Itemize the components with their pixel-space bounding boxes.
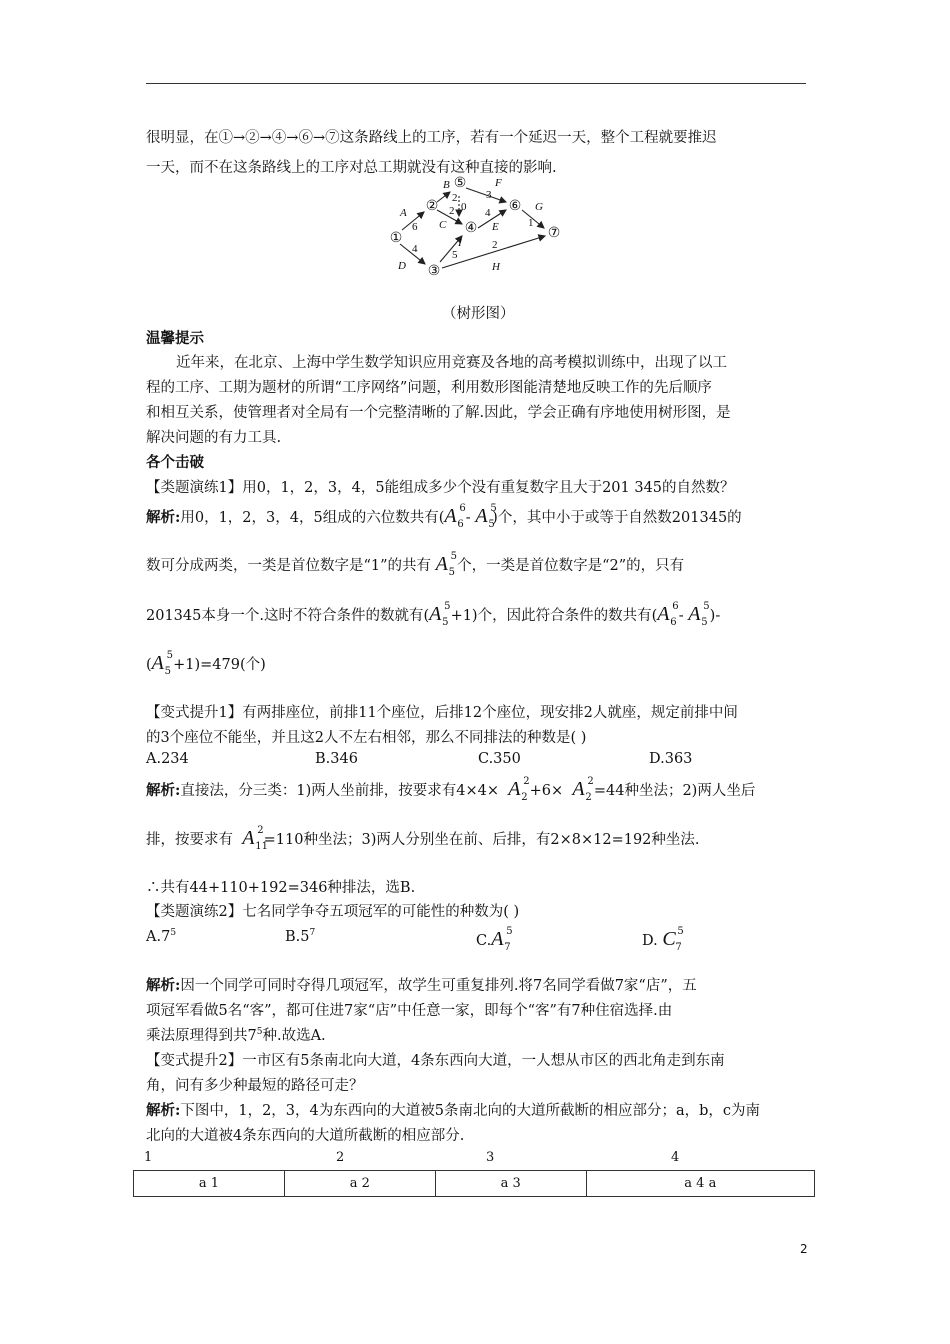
math-A-5-5: A 5 5 bbox=[435, 551, 458, 578]
edge-label: 2 bbox=[449, 205, 455, 217]
analysis-3-line bbox=[146, 974, 697, 995]
option-a: A.234 bbox=[146, 751, 189, 767]
node-label: ④ bbox=[464, 220, 478, 236]
tip-heading: 温馨提示 bbox=[146, 331, 204, 347]
para-line: 一天，而不在这条路线上的工序对总工期就没有这种直接的影响. bbox=[146, 160, 557, 176]
analysis-2-line bbox=[146, 827, 700, 850]
analysis-3-line bbox=[146, 1024, 326, 1045]
math-A-5-5: A 5 5 bbox=[475, 503, 497, 530]
road-cell: a 3 bbox=[435, 1171, 586, 1197]
tip-line: 程的工序、工期为题材的所谓“工序网络”问题，利用数形图能清楚地反映工作的先后顺序 bbox=[146, 380, 712, 396]
text: )- bbox=[709, 608, 721, 624]
math-C-7-5: C 5 7 bbox=[662, 926, 684, 953]
section-heading: 各个击破 bbox=[146, 455, 204, 471]
text: )个，其中小于或等于自然数201345的 bbox=[492, 510, 742, 526]
text: 个，一类是首位数字是“2”的，只有 bbox=[457, 558, 685, 574]
variant-1-line: 【变式提升1】有两排座位，前排11个座位，后排12个座位，现安排2人就座，规定前排中间 bbox=[146, 705, 738, 721]
analysis-2-line: ∴共有44+110+192=346种排法，选B. bbox=[146, 880, 416, 896]
text: ( bbox=[146, 657, 152, 673]
road-number: 3 bbox=[486, 1150, 495, 1165]
text: 乘法原理得到共7 bbox=[146, 1028, 257, 1044]
text: 直接法，分三类：1)两人坐前排，按要求有4×4× bbox=[180, 783, 499, 799]
node-label: ⑦ bbox=[547, 225, 561, 241]
node-label: ② bbox=[425, 198, 439, 214]
analysis-1-line: 201345本身一个.这时不符合条件的数就有(A 5 5 +1)个，因此符合条件的数共有(A 6 6 - A 5 5 )- bbox=[146, 601, 721, 628]
road-number: 2 bbox=[336, 1150, 345, 1165]
analysis-1-line bbox=[146, 652, 266, 675]
edge-label: D bbox=[398, 260, 406, 272]
node-label: ③ bbox=[427, 263, 441, 279]
option-c: C.A 5 7 bbox=[476, 926, 513, 953]
process-network-diagram bbox=[380, 172, 580, 282]
edge-label: G bbox=[535, 201, 543, 213]
road-table bbox=[133, 1170, 815, 1197]
text: +6× bbox=[529, 783, 564, 799]
text: 因一个同学可同时夺得几项冠军，故学生可重复排列.将7名同学看做7家“店”，五 bbox=[180, 978, 697, 994]
text: 下图中，1，2，3，4为东西向的大道被5条南北向的大道所截断的相应部分；a，b，c为南 bbox=[180, 1103, 761, 1119]
edge-label: E bbox=[492, 221, 499, 233]
math-A-6-6: A 6 6 bbox=[657, 601, 679, 628]
option-b: B.346 bbox=[315, 751, 358, 767]
variant-2-line: 【变式提升2】一市区有5条南北向大道，4条东西向大道，一人想从市区的西北角走到东南 bbox=[146, 1053, 725, 1069]
text: 种.故选A. bbox=[262, 1028, 326, 1044]
node-label: ① bbox=[389, 230, 403, 246]
math-A-5-5: A 5 5 bbox=[688, 601, 710, 628]
edge-label: I bbox=[458, 237, 462, 249]
edge-label: 2 bbox=[492, 239, 498, 251]
node-label: ⑤ bbox=[453, 175, 467, 191]
option-b: $B.5^7$ bbox=[285, 928, 316, 945]
para-line: 很明显，在①→②→④→⑥→⑦这条路线上的工序，若有一个延迟一天，整个工程就要推迟 bbox=[146, 130, 717, 146]
analysis-label: 解析: bbox=[146, 977, 181, 994]
math-A-6-6: A 6 6 bbox=[444, 503, 466, 530]
text: 排，按要求有 bbox=[146, 832, 233, 848]
math-A-11-2: A 2 11 bbox=[242, 825, 268, 852]
exponent: 5 bbox=[256, 1027, 263, 1038]
math-A-2-2: A 2 2 bbox=[508, 776, 530, 803]
road-cell: a 1 bbox=[134, 1171, 285, 1197]
analysis-1-line: 解析:用0，1，2，3，4，5组成的六位数共有(A 6 6 - A 5 5 )个，其中小于或等于自然数201345的 bbox=[146, 503, 742, 530]
analysis-3-line: 项冠军看做5名“客”，都可住进7家“店”中任意一家，即每个“客”有7种住宿选择.由 bbox=[146, 1003, 673, 1019]
option-d: D.363 bbox=[649, 751, 693, 767]
analysis-2-line bbox=[146, 778, 755, 801]
edge-label: B bbox=[443, 179, 450, 191]
text: 用0，1，2，3，4，5组成的六位数共有( bbox=[180, 510, 445, 526]
analysis-1-line bbox=[146, 553, 684, 576]
edge-label: H bbox=[492, 261, 500, 273]
edge-label: 2 bbox=[452, 192, 458, 204]
edge-label: 5 bbox=[452, 249, 458, 261]
road-cell: a 2 bbox=[284, 1171, 435, 1197]
edge-label: 1 bbox=[528, 217, 534, 229]
analysis-4-line bbox=[146, 1099, 760, 1120]
analysis-4-line: 北向的大道被4条东西向的大道所截断的相应部分. bbox=[146, 1128, 465, 1144]
node-label: ⑥ bbox=[508, 198, 522, 214]
edge-label: 4 bbox=[485, 207, 491, 219]
diagram-caption: （树形图） bbox=[442, 306, 515, 322]
question-2: 【类题演练2】七名同学争夺五项冠军的可能性的种数为( ) bbox=[146, 904, 520, 920]
edge-label: C bbox=[439, 219, 447, 231]
header-rule bbox=[146, 83, 806, 84]
edge-label: 3 bbox=[486, 189, 492, 201]
page-number: 2 bbox=[800, 1242, 808, 1256]
tip-line: 和相互关系，使管理者对全局有一个完整清晰的了解.因此，学会正确有序地使用树形图，是 bbox=[146, 405, 731, 421]
math-A-2-2: A 2 2 bbox=[572, 776, 594, 803]
variant-2-line: 角，问有多少种最短的路径可走？ bbox=[146, 1078, 364, 1094]
text: 数可分成两类，一类是首位数字是“1”的共有 bbox=[146, 558, 432, 574]
text: =110种坐法；3)两人分别坐在前、后排，有2×8×12=192种坐法. bbox=[263, 832, 700, 848]
analysis-label: 解析: bbox=[146, 782, 181, 799]
analysis-label: 解析: bbox=[146, 1102, 181, 1119]
text: =44种坐法；2)两人坐后 bbox=[593, 783, 756, 799]
analysis-label: 解析: bbox=[146, 509, 181, 526]
road-number: 1 bbox=[144, 1150, 153, 1165]
math-A-5-5: A 5 5 bbox=[151, 650, 174, 677]
edge-label: 4 bbox=[412, 243, 418, 255]
edge-label: A bbox=[400, 207, 407, 219]
variant-1-line: 的3个座位不能坐，并且这2人不左右相邻，那么不同排法的种数是( ) bbox=[146, 730, 587, 746]
tip-line: 解决问题的有力工具. bbox=[146, 430, 282, 446]
road-cell: a 4 a bbox=[586, 1171, 814, 1197]
tip-line: 近年来，在北京、上海中学生数学知识应用竞赛及各地的高考模拟训练中，出现了以工 bbox=[176, 355, 727, 371]
edge-label: F bbox=[495, 177, 502, 189]
option-c: C.350 bbox=[478, 751, 521, 767]
question-1: 【类题演练1】用0，1，2，3，4，5能组成多少个没有重复数字且大于201 345的自然数？ bbox=[146, 480, 735, 496]
math-A-7-5: A 5 7 bbox=[491, 926, 513, 953]
edge-label: 6 bbox=[412, 221, 418, 233]
road-number: 4 bbox=[671, 1150, 680, 1165]
text: 201345本身一个.这时不符合条件的数就有( bbox=[146, 608, 430, 624]
option-a: $A.7^5$ bbox=[146, 928, 177, 945]
edge-label: 0 bbox=[461, 201, 467, 213]
text: +1)个，因此符合条件的数共有( bbox=[450, 608, 658, 624]
option-d: D. C 5 7 bbox=[642, 926, 684, 953]
text: +1)=479(个) bbox=[173, 657, 266, 673]
math-A-5-5: A 5 5 bbox=[429, 601, 451, 628]
